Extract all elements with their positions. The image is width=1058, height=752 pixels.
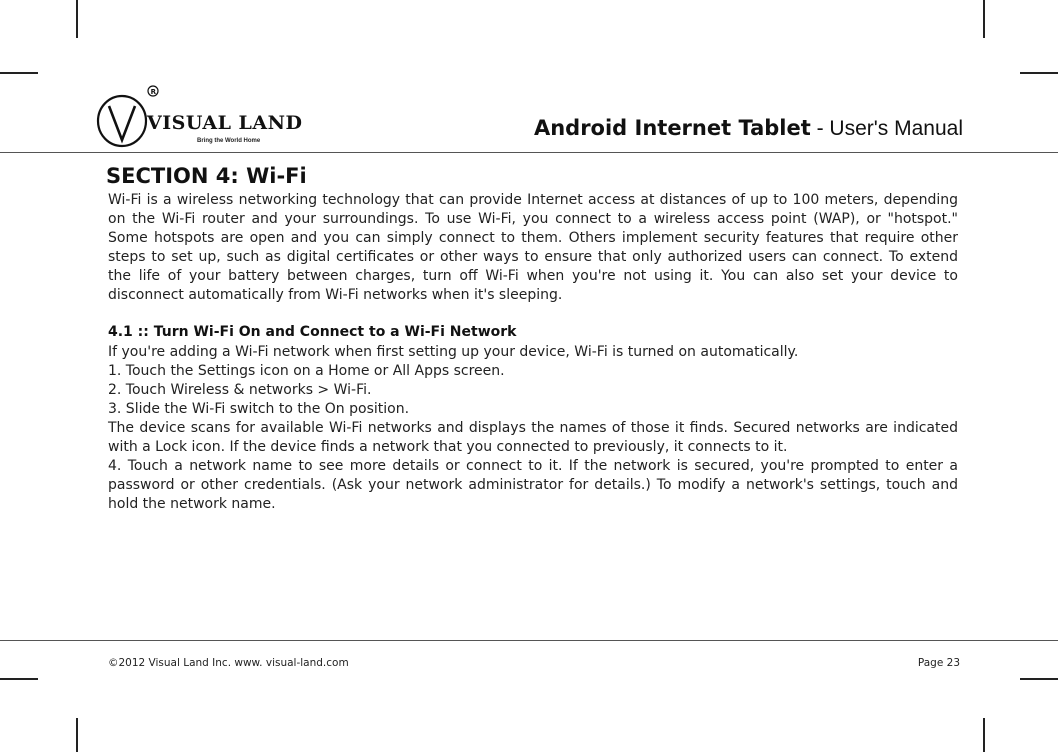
crop-mark bbox=[0, 72, 38, 74]
scan-paragraph: The device scans for available Wi-Fi networks and displays the names of those it finds. Secured networks are indicated with a Lock icon. If the device finds a network that you connected to previously, it connects to it. bbox=[108, 420, 958, 455]
step-item: 3. Slide the Wi-Fi switch to the On position. bbox=[108, 401, 410, 417]
crop-mark bbox=[1020, 678, 1058, 680]
logo-tagline: Bring the World Home bbox=[197, 138, 261, 144]
logo-wordmark: VISUAL LAND bbox=[147, 112, 303, 134]
visual-land-logo bbox=[95, 82, 325, 152]
crop-mark bbox=[76, 718, 78, 752]
crop-mark bbox=[983, 718, 985, 752]
step-4-paragraph: 4. Touch a network name to see more details or connect to it. If the network is secured, you're prompted to enter a password or other credentials. (Ask your network administrator for details.) To modify a network's settings, touch and hold the network name. bbox=[108, 458, 958, 512]
crop-mark bbox=[1020, 72, 1058, 74]
header-manual-label: - User's Manual bbox=[810, 117, 963, 140]
footer-copyright: ©2012 Visual Land Inc. www. visual-land.com bbox=[108, 657, 349, 669]
page-content bbox=[108, 163, 958, 514]
subsection-title: 4.1 :: Turn Wi-Fi On and Connect to a Wi-Fi Network bbox=[108, 324, 517, 340]
step-item: 1. Touch the Settings icon on a Home or All Apps screen. bbox=[108, 363, 505, 379]
crop-mark bbox=[0, 678, 38, 680]
crop-mark bbox=[76, 0, 78, 38]
header-product-name: Android Internet Tablet bbox=[533, 116, 811, 140]
manual-header-title bbox=[534, 116, 963, 141]
section-title: SECTION 4: Wi-Fi bbox=[106, 164, 307, 188]
page-number: Page 23 bbox=[917, 657, 960, 669]
crop-mark bbox=[983, 0, 985, 38]
svg-text:R: R bbox=[150, 88, 156, 96]
subsection-intro: If you're adding a Wi-Fi network when first setting up your device, Wi-Fi is turned on automatically. bbox=[108, 344, 799, 360]
header-divider bbox=[0, 152, 1058, 153]
footer-divider bbox=[0, 640, 1058, 641]
step-item: 2. Touch Wireless & networks > Wi-Fi. bbox=[108, 382, 372, 398]
section-intro-paragraph: Wi-Fi is a wireless networking technology that can provide Internet access at distances of up to 100 meters, depending on the Wi-Fi router and your surroundings. To use Wi-Fi, you connect to a wireless access point (WAP), or "hotspot." Some hotspots are open and you can simply connect to them. Others implement security features that require other steps to set up, such as digital certificates or other ways to ensure that only authorized users can connect. To extend the life of your battery between charges, turn off Wi-Fi when you're not using it. You can also set your device to disconnect automatically from Wi-Fi networks when it's sleeping. bbox=[108, 192, 958, 303]
